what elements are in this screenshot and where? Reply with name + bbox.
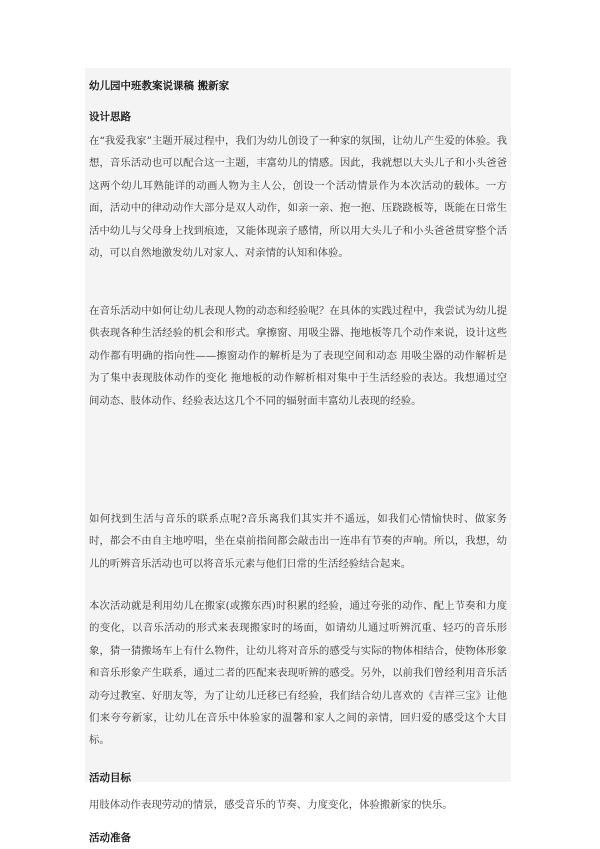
document-sheet <box>85 68 511 844</box>
section-heading-design: 设计思路 <box>89 111 131 123</box>
paragraph-design-2: 在音乐活动中如何让幼儿表现人物的动态和经验呢？在具体的实践过程中，我尝试为幼儿提供表现各种生活经验的机会和形式。拿擦窗、用吸尘器、拖地板等几个动作来说，设计这些动作都有明确的指向性——擦窗动作的解析是为了表现空间和动态 用吸尘器的动作解析是为了集中表现肢体动作的变化 拖地板的动作解析相对集中于生活经验的表达。我想通过空间动态、肢体动作、经验表达这几个不同的辐射面丰富幼儿表现的经验。 <box>89 305 507 407</box>
section-heading-goal: 活动目标 <box>89 772 131 784</box>
paragraph-design-4: 本次活动就是利用幼儿在搬家(或搬东西)时积累的经验，通过夸张的动作、配上节奏和力度的变化，以音乐活动的形式来表现搬家时的场面，如请幼儿通过听辨沉重、轻巧的音乐形象，猜一猜搬场车上有什么物件，让幼儿将对音乐的感受与实际的物体相结合，使物体形象和音乐形象产生联系，通过二者的匹配来表现听辨的感受。另外，以前我们曾经利用音乐活动夸过教室、好朋友等，为了让幼儿迁移已有经验，我们结合幼儿喜欢的《吉祥三宝》让他们来夸夸新家，让幼儿在音乐中体验家的温馨和家人之间的亲情，回归爱的感受这个大目标。 <box>89 600 507 747</box>
section-heading-preparation: 活动准备 <box>89 832 131 844</box>
document-title: 幼儿园中班教案说课稿 搬新家 <box>89 80 230 92</box>
paragraph-design-3: 如何找到生活与音乐的联系点呢?音乐离我们其实并不遥远，如我们心情愉快时、做家务时，都会不由自主地哼唱，坐在桌前指间都会敲击出一连串有节奏的声响。所以，我想，幼儿的听辨音乐活动也可以将音乐元素与他们日常的生活经验结合起来。 <box>89 513 507 570</box>
paragraph-design-1: 在“我爱我家”主题开展过程中，我们为幼儿创设了一种家的氛围，让幼儿产生爱的体验。我想，音乐活动也可以配合这一主题，丰富幼儿的情感。因此，我就想以大头儿子和小头爸爸这两个幼儿耳熟能详的动画人物为主人公，创设一个活动情景作为本次活动的载体。一方面，活动中的律动动作大部分是双人动作，如亲一亲、抱一抱、压跷跷板等，既能在日常生活中幼儿与父母身上找到痕迹，又能体现亲子感情，所以用大头儿子和小头爸爸贯穿整个活动，可以自然地激发幼儿对家人、对亲情的认知和体验。 <box>89 135 507 260</box>
paragraph-goal-1: 用肢体动作表现劳动的情景，感受音乐的节奏、力度变化，体验搬新家的快乐。 <box>89 799 453 811</box>
